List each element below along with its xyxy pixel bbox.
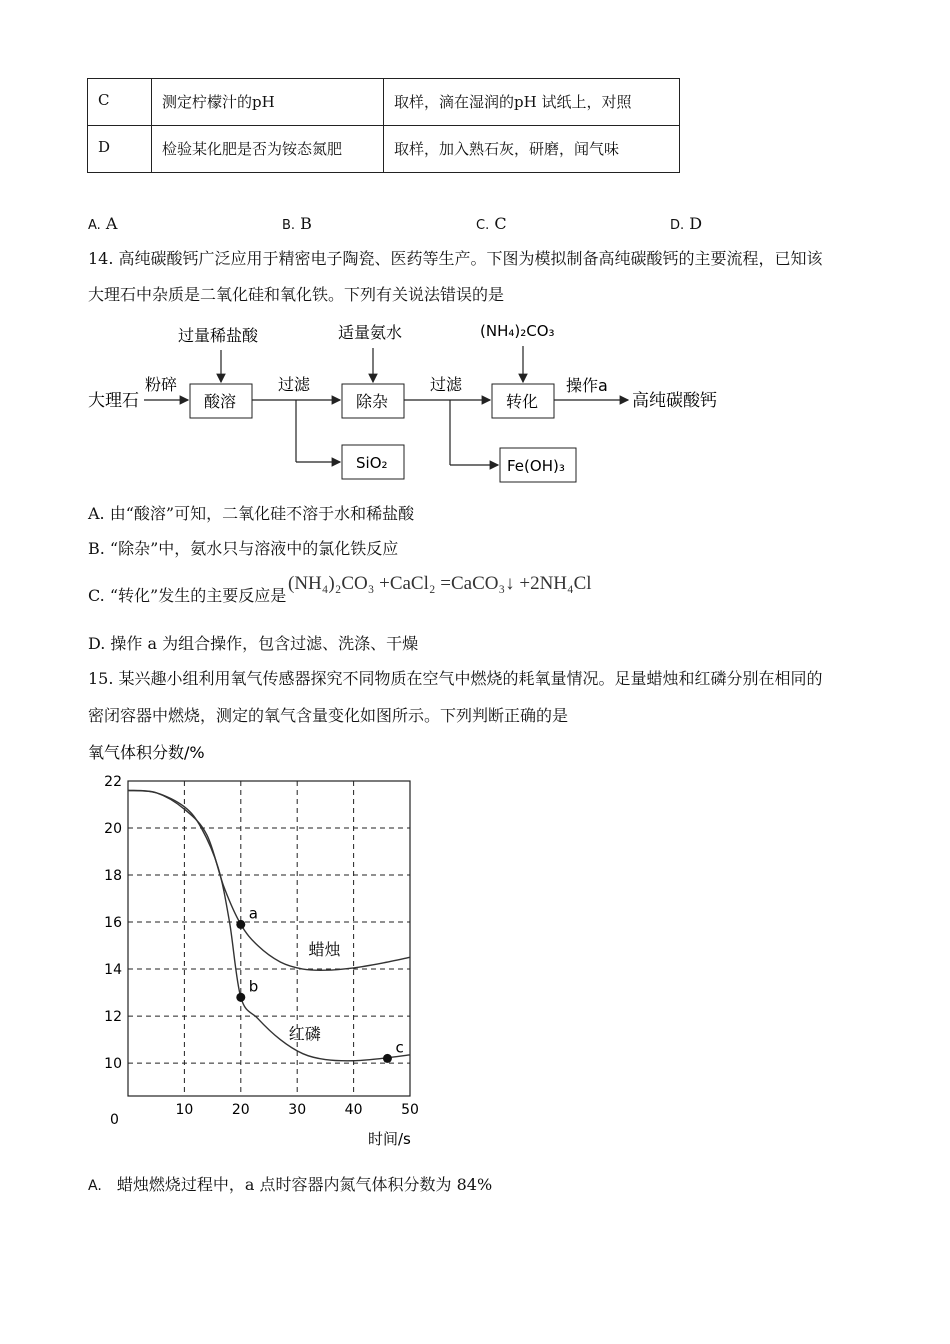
flow-box2-label: 除杂 [356,392,389,411]
flow-box2-input: 适量氨水 [338,323,403,342]
flow-box1-input: 过量稀盐酸 [178,326,259,345]
choice-value: A [105,214,118,233]
row-letter: D [88,126,152,173]
y-tick-label: 18 [104,868,122,885]
answer-choice-b[interactable] [282,214,312,233]
series-line-red-phosphorus [128,790,410,1060]
flow-start-label: 大理石 [88,391,139,411]
answer-choice-c[interactable] [476,214,507,233]
q14-option-a[interactable]: A. 由“酸溶”可知，二氧化硅不溶于水和稀盐酸 [88,504,415,523]
chart-ylabel: 氧气体积分数/% [88,743,205,762]
table-row [88,79,680,126]
flow-step4-label: 操作a [566,376,608,395]
choice-value: D [689,214,703,233]
flow-box3-label: 转化 [506,392,539,411]
options-table [87,78,680,173]
x-tick-label: 30 [288,1102,307,1118]
y-tick-label: 16 [104,915,122,932]
point-b [236,993,245,1002]
point-label-b: b [248,977,259,996]
q14-option-c-text: C. “转化”发生的主要反应是 [88,586,287,605]
row-letter: C [88,79,152,126]
point-label-c: c [395,1038,404,1057]
chart-origin-label: 0 [110,1112,119,1128]
x-tick-label: 40 [344,1102,363,1118]
row-method: 取样，加入熟石灰，研磨，闻气味 [384,126,680,173]
choice-value: C [494,214,507,233]
flow-end-label: 高纯碳酸钙 [632,391,717,411]
answer-choice-d[interactable] [670,214,702,233]
q14-option-c-equation: (NH₄)₂CO₃ +CaCl₂ =CaCO₃↓ +2NH₄Cl [288,573,592,594]
table-row [88,126,680,173]
q15-stem-line1: 15. 某兴趣小组利用氧气传感器探究不同物质在空气中燃烧的耗氧量情况。足量蜡烛和红磷分别在相同的 [88,669,823,688]
row-item: 测定柠檬汁的pH [152,79,384,126]
point-a [236,920,245,929]
process-flow-diagram [80,312,760,492]
q15-option-a-text: 蜡烛燃烧过程中，a 点时容器内氮气体积分数为 84% [116,1175,493,1194]
x-tick-label: 20 [231,1102,250,1118]
chart-xlabel: 时间/s [368,1130,411,1148]
flow-step1-label: 粉碎 [145,375,178,394]
flow-byproduct2: Fe(OH)₃ [507,457,565,475]
choice-prefix: B. [282,218,296,233]
point-c [383,1054,392,1063]
y-tick-label: 14 [104,962,122,979]
y-tick-label: 20 [104,821,122,838]
choice-prefix: C. [476,218,490,233]
choice-prefix: D. [670,218,685,233]
q14-option-b[interactable]: B. “除杂”中，氨水只与溶液中的氯化铁反应 [88,539,399,558]
choice-prefix: A. [88,218,101,233]
q14-option-c[interactable] [88,586,286,606]
series-line-candle [128,790,410,970]
q14-stem-line1: 14. 高纯碳酸钙广泛应用于精密电子陶瓷、医药等生产。下图为模拟制备高纯碳酸钙的主要流程，已知该 [88,249,823,268]
choice-value: B [300,214,312,233]
y-tick-label: 10 [104,1056,122,1073]
q15-option-a-prefix: A. [88,1178,102,1194]
q14-stem-line2: 大理石中杂质是二氧化硅和氧化铁。下列有关说法错误的是 [88,285,505,304]
row-item: 检验某化肥是否为铵态氮肥 [152,126,384,173]
flow-box3-input: (NH₄)₂CO₃ [480,322,555,340]
q15-option-a[interactable] [88,1175,492,1196]
x-tick-label: 10 [175,1102,194,1118]
q14-option-d[interactable]: D. 操作 a 为组合操作，包含过滤、洗涤、干燥 [88,634,419,653]
plot-frame [128,781,410,1096]
q15-stem-line2: 密闭容器中燃烧，测定的氧气含量变化如图所示。下列判断正确的是 [88,706,569,725]
series-label-red-phosphorus: 红磷 [288,1024,321,1044]
series-label-candle: 蜡烛 [308,939,341,959]
flow-step2-label: 过滤 [278,375,311,394]
y-tick-label: 22 [104,774,122,790]
flow-box1-label: 酸溶 [204,392,237,411]
x-tick-label: 50 [401,1102,419,1118]
flow-step3-label: 过滤 [430,375,463,394]
row-method: 取样，滴在湿润的pH 试纸上，对照 [384,79,680,126]
oxygen-chart [80,736,440,1156]
answer-choice-a[interactable] [88,214,117,233]
y-tick-label: 12 [104,1009,122,1026]
point-label-a: a [248,904,259,923]
flow-byproduct1: SiO₂ [356,454,388,472]
